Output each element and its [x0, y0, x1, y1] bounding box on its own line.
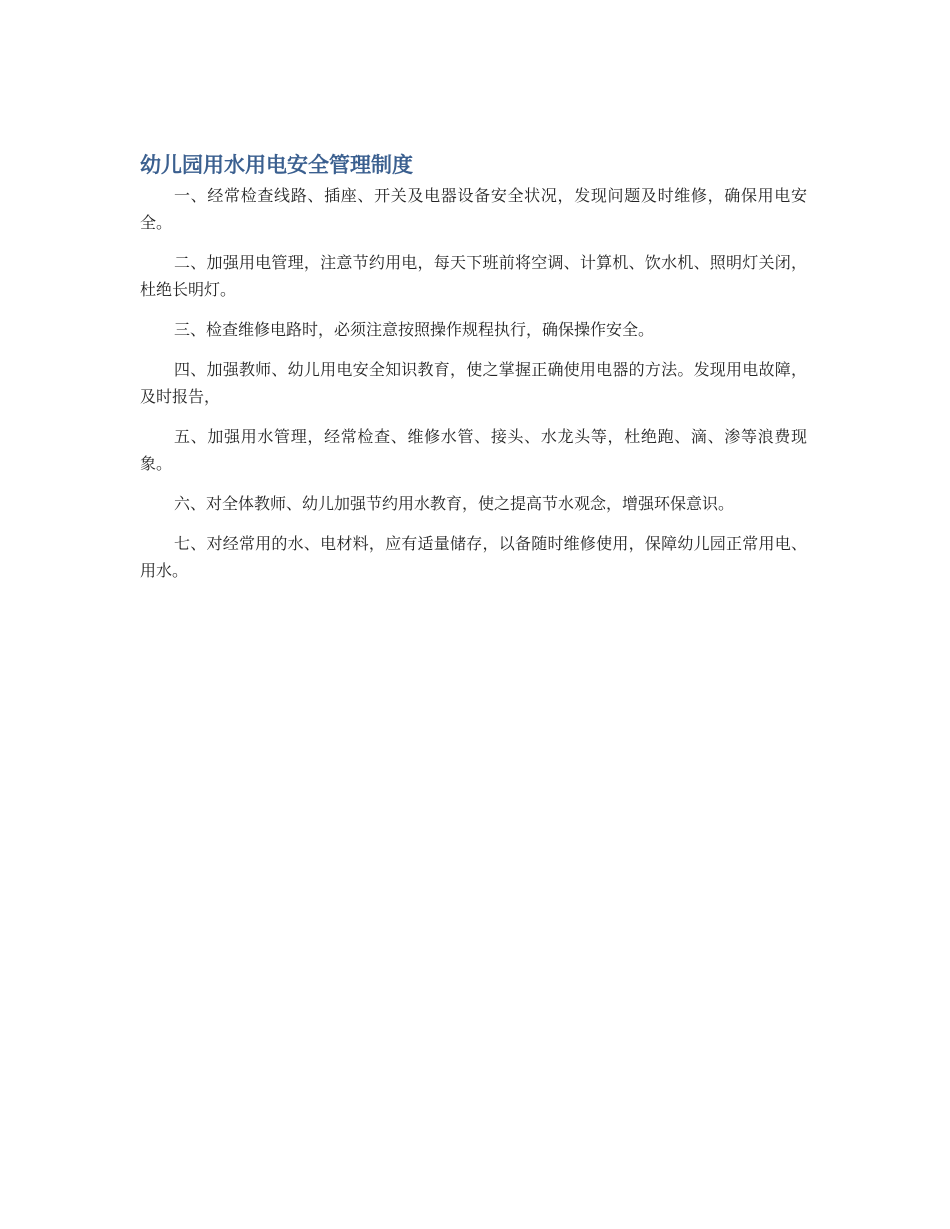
paragraph-rule-2: 二、加强用电管理，注意节约用电，每天下班前将空调、计算机、饮水机、照明灯关闭，杜绝长明灯。: [140, 253, 807, 299]
document-title: 幼儿园用水用电安全管理制度: [140, 153, 413, 177]
paragraph-rule-5: 五、加强用水管理，经常检查、维修水管、接头、水龙头等，杜绝跑、滴、渗等浪费现象。: [140, 427, 807, 473]
paragraph-rule-1: 一、经常检查线路、插座、开关及电器设备安全状况，发现问题及时维修，确保用电安全。: [140, 186, 807, 232]
document-body: [140, 150, 807, 597]
paragraph-rule-4: 四、加强教师、幼儿用电安全知识教育，使之掌握正确使用电器的方法。发现用电故障，及时报告，: [140, 360, 807, 406]
paragraph-rule-6: 六、对全体教师、幼儿加强节约用水教育，使之提高节水观念，增强环保意识。: [174, 494, 735, 513]
paragraph-rule-3: 三、检查维修电路时，必须注意按照操作规程执行，确保操作安全。: [174, 320, 655, 339]
paragraph-rule-7: 七、对经常用的水、电材料，应有适量储存，以备随时维修使用，保障幼儿园正常用电、用水。: [140, 534, 807, 580]
